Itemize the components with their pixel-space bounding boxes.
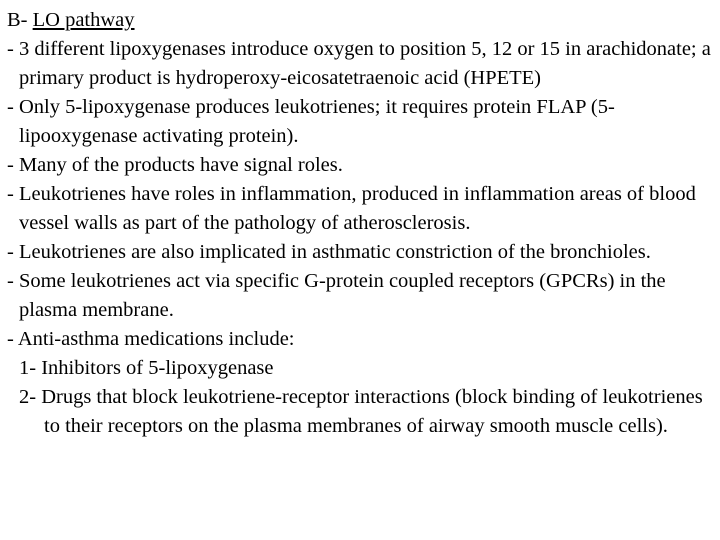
bullet-asthmatic-constriction: - Leukotrienes are also implicated in asthmatic constriction of the bronchioles. <box>7 241 651 263</box>
bullet-anti-asthma: - Anti-asthma medications include: <box>7 328 295 350</box>
bullet-5-lipoxygenase-flap: - Only 5-lipoxygenase produces leukotrienes; it requires protein FLAP (5-lipooxygenase activating protein). <box>7 96 615 147</box>
subitem-receptor-blockers: 2- Drugs that block leukotriene-receptor interactions (block binding of leukotrienes to their receptors on the plasma membranes of airway smooth muscle cells). <box>19 386 703 437</box>
section-title: LO pathway <box>32 9 135 31</box>
section-prefix: B- <box>7 9 33 31</box>
section-heading <box>7 6 715 35</box>
slide-text <box>7 6 715 441</box>
bullet-lipoxygenases: - 3 different lipoxygenases introduce oxygen to position 5, 12 or 15 in arachidonate; a primary product is hydroperoxy-eicosatetraenoic acid (HPETE) <box>7 38 711 89</box>
bullet-gpcrs: - Some leukotrienes act via specific G-protein coupled receptors (GPCRs) in the plasma membrane. <box>7 270 666 321</box>
subitem-inhibitors: 1- Inhibitors of 5-lipoxygenase <box>19 357 274 379</box>
bullet-signal-roles: - Many of the products have signal roles. <box>7 154 343 176</box>
bullet-inflammation: - Leukotrienes have roles in inflammation, produced in inflammation areas of blood vessel walls as part of the pathology of atherosclerosis. <box>7 183 696 234</box>
